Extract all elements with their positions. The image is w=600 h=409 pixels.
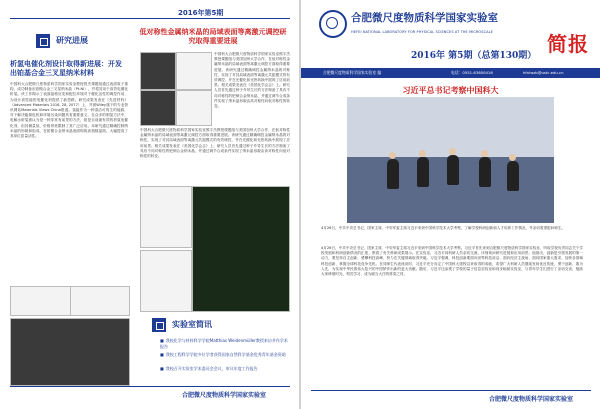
info-phone: 电话：0551-63600416: [451, 70, 493, 75]
lab-news-item: ■ 我校化学与材料科学学院Matthias Weidenmüller教授来访并作学术报告: [160, 338, 288, 350]
left-page: [0, 0, 299, 409]
figure-bar-chart: [140, 250, 192, 312]
lab-news-item: ■ 我校召开实验室学术委员会会议，审议年度工作报告: [160, 366, 288, 372]
article1-body: 中国科大合肥微尺度物质科学国家实验室教授曾杰课题组通过表面原子重构，成功制备出铂镍合金三叉星纳米晶（Pt-Ni），并将其用于高效电催化析氢。该工作揭示了表面晶格应变和配位环境对于催化活性的调控作用，为设计高性能的电催化剂提供了新思路。研究成果发表在《先进材料》（Advanced Materials 2016, 28, 2077）上，并被Wiley旗下的专业资讯网站Materials Views China报道。氢能作为一种清洁可再生的能源，对于解决能源危机和环境污染问题具有重要意义。在众多的制氢方法中，电解水析氢被认为是一种非常有前景的方法，铂是目前最有效的析氢电催化剂，但其储量低、价格昂贵限制了其广泛应用。本研究通过精确控制纳米晶的形貌和组成，在铂镍合金纳米晶表面构筑高指数晶面，大幅提高了其单位质量活性。: [10, 82, 128, 139]
article2-side-text: 中国科大合肥微尺度物质科学国家实验室熊宇杰教授课题组与美国加州大学合作，在低对称性金属纳米晶的局域表面等离激元调控方面取得重要进展。该研究通过精确调控金属纳米晶的对称性，实现了对其局域表面等离激元共振模式的有效调控，并在光催化和光热转换中展现了应用前景。相关成果发表在《美国化学会志》上。研究人员首先通过种子介导生长的方法制备了具有不同对称性的钯铜合金纳米晶，并通过调节合成条件实现了纳米晶形貌由高对称性向低对称性的转变。: [214, 52, 290, 109]
page-footer: 合肥微尺度物质科学国家实验室: [182, 392, 267, 399]
figure-fluorescence: [192, 186, 290, 312]
section-square-icon: [36, 34, 50, 48]
news-photo: [347, 97, 554, 223]
photo-person-head: [419, 150, 426, 157]
section-header-lab-news: [152, 318, 232, 332]
issue-number: 2016年 第5期（总第130期）: [411, 51, 537, 61]
lab-news-item: ■ 我校工程科学学院多位学者获得国家自然科学基金优秀青年基金资助: [160, 352, 288, 358]
photo-person: [447, 155, 459, 185]
news-headline: 习近平总书记考察中国科大: [402, 86, 499, 95]
info-bar: [301, 68, 600, 78]
article1-title: 析氢电催化剂设计取得新进展：开发出铂基合金三叉星纳米材料: [10, 60, 122, 77]
section-title: 研究进展: [56, 36, 88, 45]
photo-person: [417, 157, 429, 187]
lab-news-title: 实验室简讯: [172, 320, 212, 329]
photo-person-head: [509, 154, 516, 161]
news-body: 4月26日，中共中央总书记、国家主席、中央军委主席习近平来到中国科学技术大学考察。习近平首先来到合肥微尺度物质科学国家实验室，听取学校负责同志关于学校发展和科研创新情况的汇报，察看了有关科研成果展示。在实验室，习近平同科研人员亲切交流，详细询问研究进展和应用前景。他指出，创新是引领发展的第一动力，要坚持自主创新，勇攀科技高峰，努力在关键领域取得突破。习近平强调，科技创新要面向世界科技前沿、面向经济主战场、面向国家重大需求，加快各领域科技创新，掌握全球科技竞争先机。在同师生代表座谈时，习近平充分肯定了中国科大建校以来取得的成就，希望广大科研人员继续发扬优良传统，勇于创新、敢为人先，为实现中华民族伟大复兴的中国梦作出新的更大贡献。随后，习近平还参观了学校的量子信息实验室和同步辐射实验室，与青年学生们进行了亲切交谈，勉励大家珍惜时光、刻苦学习，成为堪当大任的栋梁之材。: [321, 246, 583, 277]
issue-tag: 2016年第5期: [178, 9, 224, 17]
masthead-title: 合肥微尺度物质科学国家实验室: [351, 12, 498, 24]
photo-person-head: [481, 150, 488, 157]
masthead-subtitle: HEFEI NATIONAL LABORATORY FOR PHYSICAL SCIENCES AT THE MICROSCALE: [351, 30, 493, 34]
info-org: 合肥微尺度物质科学国家实验室 编: [323, 70, 382, 75]
masthead: [301, 0, 600, 80]
page-footer: 合肥微尺度物质科学国家实验室: [489, 396, 574, 403]
figure-sem-1: [140, 52, 176, 90]
bottom-rule: [311, 390, 591, 391]
figure-spectrum-2: [176, 90, 212, 126]
top-rule: [10, 18, 290, 19]
figure-curve-2: [70, 286, 130, 316]
photo-person: [507, 161, 519, 191]
info-email: hfnlwzb@ustc.edu.cn: [523, 70, 564, 75]
section-square-icon: [152, 318, 166, 332]
article2-body: 中国科大合肥微尺度物质科学国家实验室熊宇杰教授课题组与美国加州大学合作，在低对称性金属纳米晶的局域表面等离激元调控方面取得重要进展。该研究通过精确调控金属纳米晶的对称性，实现了对其局域表面等离激元共振模式的有效调控，并在光催化和光热转换中展现了应用前景。相关成果发表在《美国化学会志》上。研究人员首先通过种子介导生长的方法制备了具有不同对称性的钯铜合金纳米晶，并通过调节合成条件实现了纳米晶形貌由高对称性向低对称性的转变。: [140, 128, 290, 159]
figure-schematic: [140, 186, 192, 248]
photo-person-head: [389, 152, 396, 159]
university-seal-icon: [319, 10, 347, 38]
section-header-research: [36, 34, 116, 48]
figure-curve-1: [10, 286, 72, 316]
bulletin-label: 简报: [547, 32, 589, 56]
photo-person: [387, 159, 399, 189]
figure-spectrum-1: [176, 52, 212, 90]
right-page: [301, 0, 600, 409]
bottom-rule: [10, 386, 290, 387]
article2-title: 低对称性金属纳米晶的局域表面等离激元调控研究取得重要进展: [139, 28, 287, 45]
photo-person: [479, 157, 491, 187]
photo-caption: 4月26日，中共中央总书记、国家主席、中央军委主席习近平来到中国科学技术大学考察，了解学校科研创新和人才培养工作情况，并亲切看望慰问师生。: [321, 226, 566, 230]
figure-nanocrystal-tem: [10, 318, 130, 386]
photo-person-head: [449, 148, 456, 155]
figure-sem-2: [140, 90, 176, 126]
